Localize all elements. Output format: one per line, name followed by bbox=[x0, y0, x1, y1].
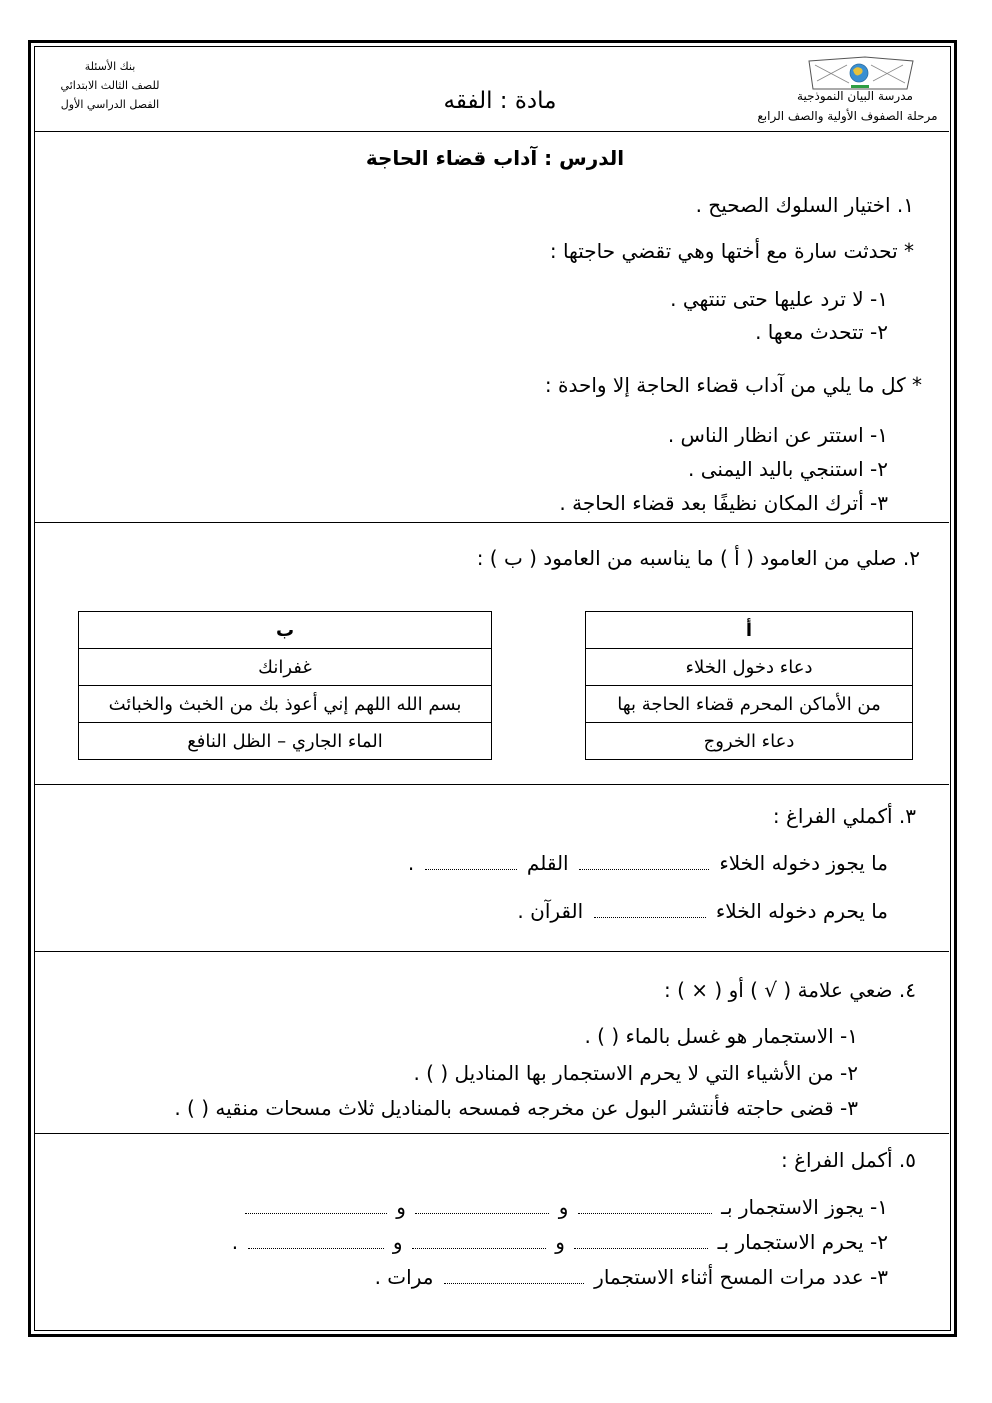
divider-header bbox=[35, 131, 949, 132]
column-a-item: من الأماكن المحرم قضاء الحاجة بها bbox=[586, 686, 913, 723]
q5-line-3-start: ٣- عدد مرات المسح أثناء الاستجمار bbox=[594, 1265, 888, 1289]
school-stage: مرحلة الصفوف الأولية والصف الرابع bbox=[757, 109, 938, 123]
q1-b-option-2: ٢- استنجي باليد اليمنى . bbox=[688, 457, 888, 481]
column-b-item: الماء الجاري – الظل النافع bbox=[79, 723, 492, 760]
q5-and-2: و bbox=[396, 1195, 406, 1219]
q5-line-2-start: ٢- يحرم الاستجمار بـ bbox=[717, 1230, 888, 1254]
header-left-line-1: بنك الأسئلة bbox=[84, 60, 136, 73]
q3-blank-3[interactable] bbox=[594, 907, 706, 918]
q5-blank-5[interactable] bbox=[412, 1238, 546, 1249]
q4-item-1: ١- الاستجمار هو غسل بالماء ( ) . bbox=[584, 1024, 858, 1048]
q1-prompt-a: * تحدثت سارة مع أختها وهي تقضي حاجتها : bbox=[549, 239, 914, 263]
column-b-table bbox=[78, 611, 492, 760]
q5-and-3: و bbox=[555, 1230, 565, 1254]
school-name: مدرسة البيان النموذجية bbox=[797, 89, 913, 103]
q5-title: ٥. أكمل الفراغ : bbox=[781, 1148, 916, 1172]
q3-blank-1[interactable] bbox=[579, 859, 709, 870]
divider-q3 bbox=[35, 951, 949, 952]
q3-line-2-start: ما يحرم دخوله الخلاء bbox=[715, 899, 888, 923]
q5-blank-1[interactable] bbox=[578, 1203, 712, 1214]
q5-blank-7[interactable] bbox=[444, 1273, 584, 1284]
q5-and-4: و bbox=[392, 1230, 403, 1254]
q5-blank-3[interactable] bbox=[245, 1203, 387, 1214]
q5-line-3 bbox=[375, 1265, 888, 1289]
q3-blank-2[interactable] bbox=[425, 859, 517, 870]
q5-line-1-start: ١- يجوز الاستجمار بـ bbox=[721, 1195, 888, 1219]
q3-line-1 bbox=[408, 851, 888, 875]
q5-blank-4[interactable] bbox=[574, 1238, 708, 1249]
column-a-item: دعاء الخروج bbox=[586, 723, 913, 760]
q5-line-3-end: مرات . bbox=[374, 1265, 434, 1289]
q5-blank-6[interactable] bbox=[248, 1238, 384, 1249]
column-a-table bbox=[585, 611, 913, 760]
q5-and-1: و bbox=[558, 1195, 569, 1219]
column-b-item: بسم الله اللهم إني أعوذ بك من الخبث والخبائث bbox=[79, 686, 492, 723]
q1-a-option-2: ٢- تتحدث معها . bbox=[755, 320, 888, 344]
lesson-title: الدرس : آداب قضاء الحاجة bbox=[365, 146, 625, 170]
q3-line-1-start: ما يجوز دخوله الخلاء bbox=[719, 851, 888, 875]
q5-blank-2[interactable] bbox=[415, 1203, 549, 1214]
q5-line-2-end: . bbox=[231, 1230, 239, 1254]
q4-item-3: ٣- قضى حاجته فأنتشر البول عن مخرجه فمسحه بالمناديل ثلاث مسحات منقيه ( ) . bbox=[174, 1096, 858, 1120]
q5-line-1 bbox=[242, 1195, 888, 1219]
divider-q1 bbox=[35, 522, 949, 523]
q4-title: ٤. ضعي علامة ( √ ) أو ( × ) : bbox=[664, 978, 916, 1002]
divider-q2 bbox=[35, 784, 949, 785]
q3-line-1-end: . bbox=[407, 851, 415, 875]
q1-a-option-1: ١- لا ترد عليها حتى تنتهي . bbox=[670, 287, 888, 311]
column-a-item: دعاء دخول الخلاء bbox=[586, 649, 913, 686]
q3-line-1-mid: القلم bbox=[526, 851, 569, 875]
subject-title: مادة : الفقه bbox=[443, 88, 557, 114]
q3-line-2 bbox=[517, 899, 888, 923]
q2-title: ٢. صلي من العامود ( أ ) ما يناسبه من العامود ( ب ) : bbox=[476, 546, 920, 570]
q4-item-2: ٢- من الأشياء التي لا يحرم الاستجمار بها المناديل ( ) . bbox=[413, 1061, 858, 1085]
q1-b-option-3: ٣- أترك المكان نظيفًا بعد قضاء الحاجة . bbox=[559, 491, 888, 515]
column-a-header: أ bbox=[586, 612, 913, 649]
column-b-item: غفرانك bbox=[79, 649, 492, 686]
q3-title: ٣. أكملي الفراغ : bbox=[772, 804, 916, 828]
header-left-line-3: الفصل الدراسي الأول bbox=[60, 98, 160, 111]
divider-q4 bbox=[35, 1133, 949, 1134]
q5-line-2 bbox=[232, 1230, 888, 1254]
column-b-header: ب bbox=[79, 612, 492, 649]
q3-line-2-end: القرآن . bbox=[517, 899, 584, 923]
header-left-line-2: للصف الثالث الابتدائي bbox=[60, 79, 160, 92]
q1-title: ١. اختيار السلوك الصحيح . bbox=[695, 193, 914, 217]
q1-b-option-1: ١- استتر عن انظار الناس . bbox=[667, 423, 888, 447]
q1-prompt-b: * كل ما يلي من آداب قضاء الحاجة إلا واحدة : bbox=[544, 373, 922, 397]
